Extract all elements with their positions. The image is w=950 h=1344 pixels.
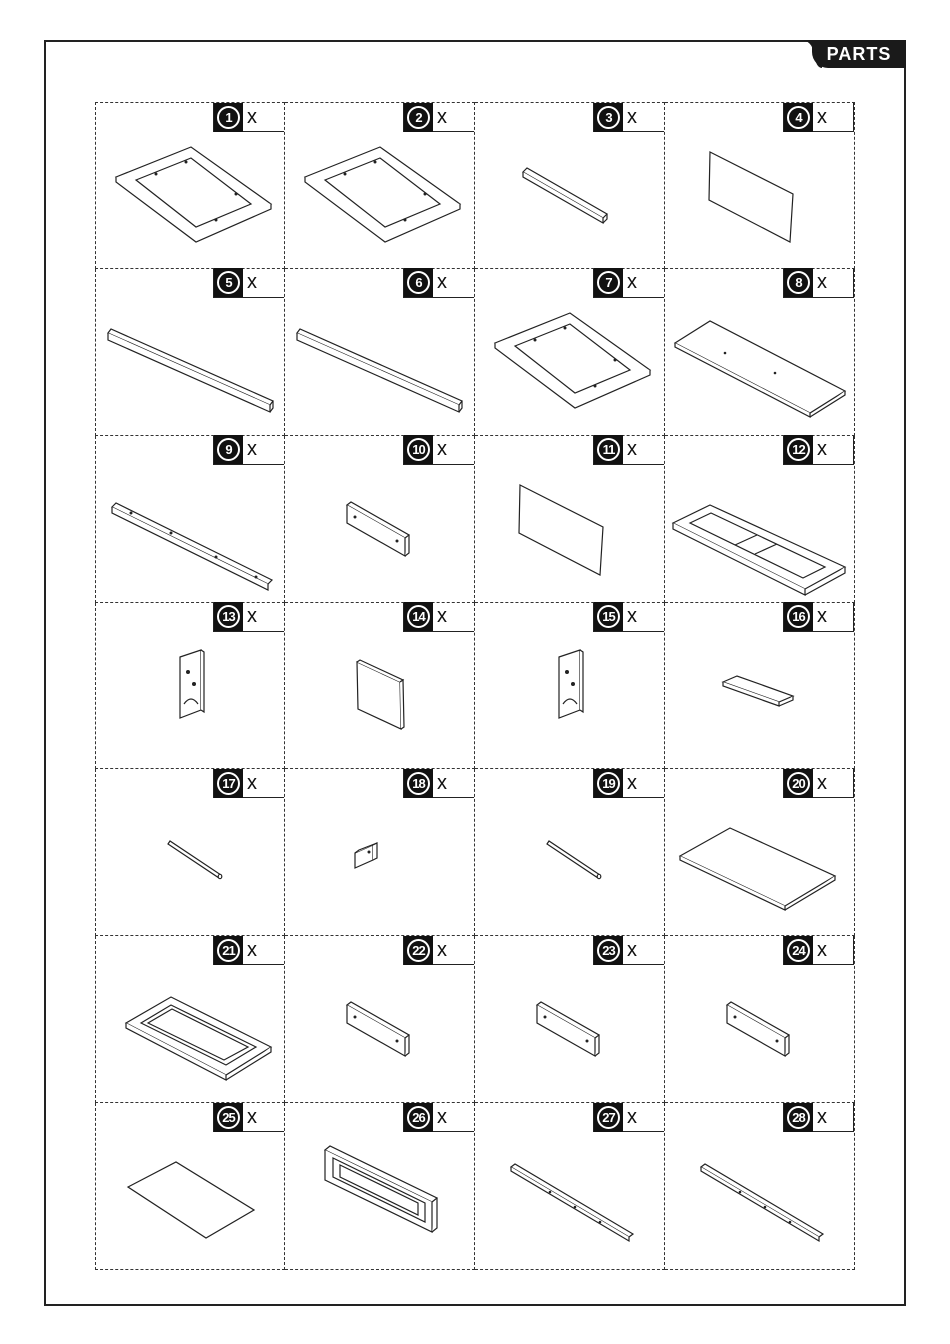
part-number-badge [214, 602, 243, 631]
part-number: 1 [217, 106, 240, 129]
thin-sheet-icon [96, 1132, 285, 1268]
part-cell [665, 436, 855, 603]
part-cell [475, 102, 665, 269]
part-label [593, 103, 664, 132]
small-board-icon [665, 632, 854, 768]
part-label [213, 269, 284, 298]
part-quantity-label: x [437, 771, 447, 794]
part-quantity-label: x [247, 938, 257, 961]
part-label [783, 769, 854, 798]
part-label [403, 269, 474, 298]
part-number: 23 [597, 939, 620, 962]
part-label [403, 1103, 474, 1132]
part-number-badge [594, 103, 623, 132]
part-quantity-label: x [627, 105, 637, 128]
part-quantity-label: x [817, 1105, 827, 1128]
flat-board-icon [665, 298, 854, 434]
part-cell [285, 936, 475, 1103]
parts-tab-label: PARTS [826, 43, 892, 64]
part-number-badge [214, 1103, 243, 1132]
frame-panel-icon [285, 132, 474, 268]
part-label [593, 936, 664, 965]
dowel-rod-icon [96, 798, 285, 934]
part-label [783, 436, 854, 465]
part-number: 13 [217, 605, 240, 628]
part-number-badge [594, 268, 623, 297]
part-number-badge [404, 769, 433, 798]
part-label [593, 603, 664, 632]
side-bracket-icon [475, 632, 664, 768]
part-number: 7 [597, 271, 620, 294]
part-number-badge [214, 103, 243, 132]
part-number: 15 [597, 605, 620, 628]
part-cell [665, 269, 855, 436]
part-quantity-label: x [437, 271, 447, 294]
part-number: 12 [787, 438, 810, 461]
side-bracket-icon [96, 632, 285, 768]
part-number: 19 [597, 772, 620, 795]
parts-grid [95, 102, 855, 1270]
part-label [213, 436, 284, 465]
part-label [403, 436, 474, 465]
part-label [403, 103, 474, 132]
part-quantity-label: x [817, 605, 827, 628]
part-cell [475, 269, 665, 436]
door-frame-icon [96, 965, 285, 1101]
part-number-badge [594, 936, 623, 965]
part-quantity-label: x [437, 438, 447, 461]
part-quantity-label: x [627, 1105, 637, 1128]
part-label [783, 1103, 854, 1132]
part-number-badge [784, 268, 813, 297]
part-number-badge [404, 1103, 433, 1132]
part-number-badge [784, 602, 813, 631]
part-number-badge [404, 103, 433, 132]
part-cell [285, 102, 475, 269]
part-label [213, 1103, 284, 1132]
part-number: 25 [217, 1106, 240, 1129]
part-number: 16 [787, 605, 810, 628]
part-label [593, 436, 664, 465]
shelf-board-icon [665, 798, 854, 934]
part-cell [95, 269, 285, 436]
part-quantity-label: x [247, 271, 257, 294]
part-quantity-label: x [247, 438, 257, 461]
part-label [403, 936, 474, 965]
part-number: 27 [597, 1106, 620, 1129]
short-rail-icon [475, 132, 664, 268]
long-board-icon [96, 298, 285, 434]
part-label [783, 269, 854, 298]
part-label [403, 769, 474, 798]
drawer-front-icon [285, 1132, 474, 1268]
part-number-badge [594, 602, 623, 631]
part-cell [665, 603, 855, 770]
part-number-badge [784, 435, 813, 464]
part-quantity-label: x [627, 771, 637, 794]
part-number: 9 [217, 438, 240, 461]
part-number-badge [404, 936, 433, 965]
part-number: 24 [787, 939, 810, 962]
part-quantity-label: x [437, 938, 447, 961]
part-quantity-label: x [627, 271, 637, 294]
part-quantity-label: x [627, 438, 637, 461]
part-cell [475, 436, 665, 603]
frame-panel-icon [96, 132, 285, 268]
part-number: 10 [407, 438, 430, 461]
part-number-badge [594, 769, 623, 798]
part-number-badge [594, 1103, 623, 1132]
part-quantity-label: x [627, 605, 637, 628]
part-label [213, 936, 284, 965]
part-number: 6 [407, 271, 430, 294]
small-plate-icon [665, 965, 854, 1101]
part-cell [285, 269, 475, 436]
part-cell [475, 603, 665, 770]
part-label [213, 103, 284, 132]
part-quantity-label: x [437, 605, 447, 628]
back-panel-icon [475, 465, 664, 601]
part-cell [285, 603, 475, 770]
part-number: 5 [217, 271, 240, 294]
part-quantity-label: x [437, 105, 447, 128]
part-number-badge [594, 435, 623, 464]
part-cell [665, 769, 855, 936]
part-label [593, 269, 664, 298]
long-rail-icon [96, 465, 285, 601]
slide-rail-icon [475, 1132, 664, 1268]
part-number: 2 [407, 106, 430, 129]
part-label [213, 603, 284, 632]
part-number-badge [404, 602, 433, 631]
open-frame-icon [665, 465, 854, 601]
part-number: 14 [407, 605, 430, 628]
back-panel-icon [665, 132, 854, 268]
frame-panel-icon [475, 298, 664, 434]
part-label [593, 1103, 664, 1132]
part-number: 22 [407, 939, 430, 962]
part-number-badge [214, 769, 243, 798]
part-number-badge [784, 103, 813, 132]
part-quantity-label: x [817, 771, 827, 794]
square-panel-icon [285, 632, 474, 768]
part-number: 18 [407, 772, 430, 795]
part-cell [475, 1103, 665, 1270]
part-number-badge [784, 936, 813, 965]
part-cell [665, 102, 855, 269]
part-quantity-label: x [247, 771, 257, 794]
part-number: 28 [787, 1106, 810, 1129]
part-quantity-label: x [247, 605, 257, 628]
part-number-badge [404, 268, 433, 297]
block-icon [285, 798, 474, 934]
part-label [783, 603, 854, 632]
small-plate-icon [285, 965, 474, 1101]
part-number-badge [214, 936, 243, 965]
part-quantity-label: x [247, 105, 257, 128]
part-cell [285, 436, 475, 603]
part-cell [665, 936, 855, 1103]
part-cell [475, 936, 665, 1103]
part-cell [475, 769, 665, 936]
part-number: 17 [217, 772, 240, 795]
part-label [783, 936, 854, 965]
part-number: 21 [217, 939, 240, 962]
part-cell [285, 1103, 475, 1270]
part-number: 20 [787, 772, 810, 795]
part-quantity-label: x [437, 1105, 447, 1128]
part-quantity-label: x [817, 105, 827, 128]
part-number: 26 [407, 1106, 430, 1129]
parts-tab [812, 40, 906, 68]
part-number: 4 [787, 106, 810, 129]
part-label [783, 103, 854, 132]
part-quantity-label: x [817, 938, 827, 961]
part-cell [95, 102, 285, 269]
small-plate-icon [285, 465, 474, 601]
part-label [403, 603, 474, 632]
part-cell [95, 603, 285, 770]
part-cell [95, 1103, 285, 1270]
part-cell [95, 936, 285, 1103]
part-number-badge [784, 1103, 813, 1132]
part-number: 3 [597, 106, 620, 129]
slide-rail-icon [665, 1132, 854, 1268]
part-number-badge [214, 435, 243, 464]
part-quantity-label: x [817, 438, 827, 461]
part-number: 8 [787, 271, 810, 294]
part-quantity-label: x [817, 271, 827, 294]
part-cell [285, 769, 475, 936]
dowel-rod-icon [475, 798, 664, 934]
small-plate-icon [475, 965, 664, 1101]
part-label [213, 769, 284, 798]
long-board-icon [285, 298, 474, 434]
part-cell [95, 769, 285, 936]
part-quantity-label: x [247, 1105, 257, 1128]
part-number-badge [214, 268, 243, 297]
part-label [593, 769, 664, 798]
part-quantity-label: x [627, 938, 637, 961]
part-number: 11 [597, 438, 620, 461]
part-cell [665, 1103, 855, 1270]
part-number-badge [404, 435, 433, 464]
part-number-badge [784, 769, 813, 798]
part-cell [95, 436, 285, 603]
